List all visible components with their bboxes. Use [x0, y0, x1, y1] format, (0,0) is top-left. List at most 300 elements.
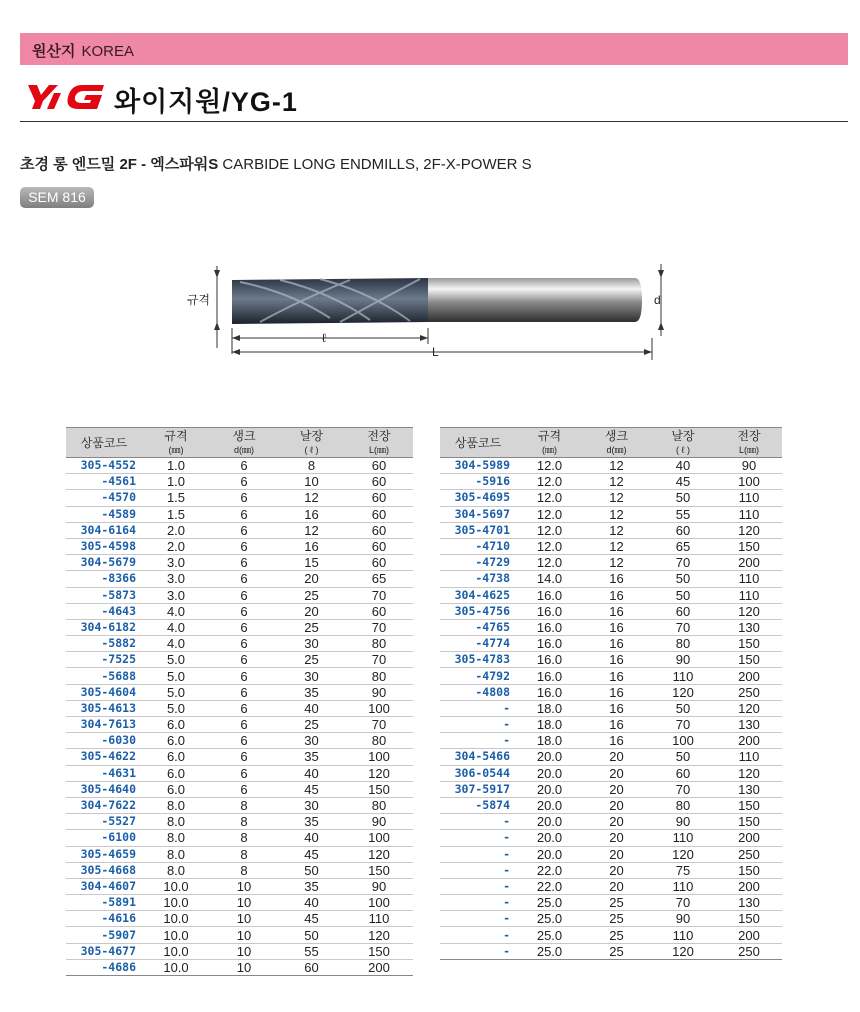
cell-size: 5.0: [142, 684, 210, 700]
header-size: 규격 (㎜): [516, 428, 583, 458]
brand-header: [20, 72, 848, 122]
cell-size: 3.0: [142, 587, 210, 603]
table-row: [440, 522, 782, 538]
cell-flute-length: 50: [650, 571, 716, 587]
cell-size: 8.0: [142, 862, 210, 878]
cell-total-length: 150: [716, 538, 782, 554]
cell-shank: 6: [210, 668, 278, 684]
table-row: [440, 862, 782, 878]
cell-size: 10.0: [142, 943, 210, 959]
cell-shank: 6: [210, 490, 278, 506]
cell-flute-length: 35: [278, 684, 345, 700]
cell-shank: 8: [210, 797, 278, 813]
header-code: 상품코드: [440, 428, 516, 458]
cell-flute-length: 90: [650, 911, 716, 927]
cell-shank: 10: [210, 943, 278, 959]
cell-total-length: 90: [345, 684, 413, 700]
cell-product-code: 304-4607: [66, 878, 142, 894]
cell-shank: 20: [583, 781, 650, 797]
cell-product-code: 305-4756: [440, 603, 516, 619]
cell-shank: 6: [210, 781, 278, 797]
cell-shank: 16: [583, 717, 650, 733]
product-title-en: CARBIDE LONG ENDMILLS, 2F-X-POWER S: [222, 156, 532, 173]
cell-shank: 6: [210, 749, 278, 765]
table-row: [66, 538, 413, 554]
cell-flute-length: 25: [278, 717, 345, 733]
cell-shank: 12: [583, 506, 650, 522]
table-row: [66, 878, 413, 894]
cell-total-length: 80: [345, 668, 413, 684]
cell-product-code: 305-4659: [66, 846, 142, 862]
logo-text: YG: [64, 103, 66, 104]
cell-flute-length: 120: [650, 846, 716, 862]
cell-product-code: -5873: [66, 587, 142, 603]
cell-flute-length: 75: [650, 862, 716, 878]
cell-product-code: -: [440, 733, 516, 749]
cell-flute-length: 40: [278, 700, 345, 716]
cell-shank: 20: [583, 862, 650, 878]
cell-size: 16.0: [516, 619, 583, 635]
cell-shank: 10: [210, 895, 278, 911]
label-flute-length: ℓ: [322, 331, 326, 345]
cell-flute-length: 12: [278, 522, 345, 538]
table-row: [66, 943, 413, 959]
cell-size: 20.0: [516, 830, 583, 846]
cell-shank: 16: [583, 652, 650, 668]
table-row: [66, 765, 413, 781]
cell-size: 1.0: [142, 474, 210, 490]
cell-shank: 12: [583, 555, 650, 571]
origin-label: 원산지: [32, 43, 76, 60]
cell-product-code: 304-6164: [66, 522, 142, 538]
cell-shank: 10: [210, 927, 278, 943]
cell-product-code: -8366: [66, 571, 142, 587]
table-row: [440, 781, 782, 797]
cell-total-length: 110: [716, 490, 782, 506]
cell-size: 12.0: [516, 490, 583, 506]
cell-flute-length: 25: [278, 587, 345, 603]
cell-total-length: 120: [345, 846, 413, 862]
cell-total-length: 130: [716, 895, 782, 911]
table-row: [66, 911, 413, 927]
cell-size: 25.0: [516, 895, 583, 911]
cell-total-length: 60: [345, 555, 413, 571]
cell-shank: 12: [583, 458, 650, 474]
cell-flute-length: 40: [278, 895, 345, 911]
table-row: [440, 878, 782, 894]
table-row: [66, 522, 413, 538]
cell-product-code: 304-5989: [440, 458, 516, 474]
cell-shank: 6: [210, 458, 278, 474]
cell-flute-length: 40: [650, 458, 716, 474]
cell-size: 4.0: [142, 636, 210, 652]
cell-flute-length: 60: [650, 603, 716, 619]
cell-product-code: -7525: [66, 652, 142, 668]
cell-total-length: 120: [345, 765, 413, 781]
header-flute: 날장 ( ℓ ): [278, 428, 345, 458]
cell-shank: 6: [210, 474, 278, 490]
table-row: [66, 749, 413, 765]
cell-shank: 6: [210, 636, 278, 652]
cell-shank: 6: [210, 717, 278, 733]
cell-size: 16.0: [516, 587, 583, 603]
cell-product-code: -5874: [440, 797, 516, 813]
cell-shank: 8: [210, 862, 278, 878]
cell-total-length: 110: [716, 749, 782, 765]
cell-total-length: 70: [345, 619, 413, 635]
cell-total-length: 200: [716, 927, 782, 943]
cell-total-length: 100: [345, 895, 413, 911]
cell-flute-length: 50: [278, 862, 345, 878]
table-row: [66, 668, 413, 684]
cell-total-length: 110: [716, 587, 782, 603]
cell-product-code: 304-7613: [66, 717, 142, 733]
header-size: 규격 (㎜): [142, 428, 210, 458]
cell-flute-length: 15: [278, 555, 345, 571]
cell-shank: 6: [210, 765, 278, 781]
table-row: [440, 652, 782, 668]
cell-size: 16.0: [516, 652, 583, 668]
cell-product-code: -4765: [440, 619, 516, 635]
table-row: [440, 474, 782, 490]
cell-total-length: 90: [716, 458, 782, 474]
cell-shank: 16: [583, 668, 650, 684]
table-row: [440, 636, 782, 652]
table-row: [66, 700, 413, 716]
cell-total-length: 200: [716, 830, 782, 846]
cell-shank: 16: [583, 700, 650, 716]
cell-shank: 6: [210, 571, 278, 587]
cell-shank: 16: [583, 571, 650, 587]
cell-size: 14.0: [516, 571, 583, 587]
cell-shank: 20: [583, 830, 650, 846]
cell-total-length: 120: [345, 927, 413, 943]
cell-flute-length: 30: [278, 733, 345, 749]
table-header-row: [440, 428, 782, 458]
table-row: [66, 555, 413, 571]
table-row: [66, 717, 413, 733]
cell-flute-length: 110: [650, 878, 716, 894]
cell-product-code: 305-4783: [440, 652, 516, 668]
table-row: [66, 797, 413, 813]
origin-country: KOREA: [81, 43, 134, 60]
table-row: [440, 717, 782, 733]
cell-flute-length: 50: [650, 749, 716, 765]
cell-total-length: 70: [345, 587, 413, 603]
cell-shank: 6: [210, 700, 278, 716]
endmill-diagram: [180, 248, 680, 378]
cell-size: 16.0: [516, 636, 583, 652]
cell-shank: 16: [583, 733, 650, 749]
cell-flute-length: 70: [650, 555, 716, 571]
yg1-logo: [24, 81, 106, 111]
cell-size: 22.0: [516, 878, 583, 894]
cell-flute-length: 30: [278, 636, 345, 652]
table-row: [440, 814, 782, 830]
cell-total-length: 110: [716, 571, 782, 587]
header-flute: 날장 ( ℓ ): [650, 428, 716, 458]
cell-total-length: 100: [345, 700, 413, 716]
cell-shank: 6: [210, 587, 278, 603]
cell-flute-length: 90: [650, 814, 716, 830]
cell-flute-length: 80: [650, 636, 716, 652]
cell-total-length: 60: [345, 538, 413, 554]
table-row: [66, 587, 413, 603]
cell-shank: 12: [583, 522, 650, 538]
table-row: [66, 619, 413, 635]
cell-shank: 6: [210, 603, 278, 619]
cell-total-length: 250: [716, 684, 782, 700]
cell-total-length: 90: [345, 878, 413, 894]
cell-size: 6.0: [142, 749, 210, 765]
cell-size: 8.0: [142, 846, 210, 862]
table-row: [66, 781, 413, 797]
cell-size: 10.0: [142, 927, 210, 943]
cell-total-length: 60: [345, 474, 413, 490]
cell-flute-length: 50: [650, 700, 716, 716]
table-row: [66, 652, 413, 668]
cell-size: 12.0: [516, 474, 583, 490]
cell-shank: 8: [210, 814, 278, 830]
cell-total-length: 80: [345, 733, 413, 749]
cell-total-length: 150: [716, 797, 782, 813]
cell-shank: 10: [210, 959, 278, 975]
cell-product-code: -4616: [66, 911, 142, 927]
cell-size: 12.0: [516, 555, 583, 571]
table-row: [440, 733, 782, 749]
cell-product-code: -4631: [66, 765, 142, 781]
cell-flute-length: 60: [650, 522, 716, 538]
cell-flute-length: 20: [278, 571, 345, 587]
cell-size: 4.0: [142, 619, 210, 635]
cell-flute-length: 65: [650, 538, 716, 554]
cell-flute-length: 45: [278, 911, 345, 927]
cell-size: 6.0: [142, 781, 210, 797]
cell-product-code: -4808: [440, 684, 516, 700]
cell-size: 10.0: [142, 895, 210, 911]
cell-product-code: -5907: [66, 927, 142, 943]
cell-shank: 12: [583, 538, 650, 554]
cell-shank: 8: [210, 830, 278, 846]
cell-total-length: 200: [716, 555, 782, 571]
cell-size: 18.0: [516, 717, 583, 733]
cell-product-code: -5882: [66, 636, 142, 652]
cell-product-code: -4774: [440, 636, 516, 652]
cell-size: 12.0: [516, 522, 583, 538]
cell-product-code: 305-4668: [66, 862, 142, 878]
cell-size: 4.0: [142, 603, 210, 619]
table-row: [440, 765, 782, 781]
cell-flute-length: 35: [278, 749, 345, 765]
cell-total-length: 150: [716, 862, 782, 878]
cell-product-code: 305-4701: [440, 522, 516, 538]
table-row: [440, 538, 782, 554]
cell-product-code: 305-4604: [66, 684, 142, 700]
cell-product-code: 305-4552: [66, 458, 142, 474]
cell-size: 10.0: [142, 878, 210, 894]
cell-flute-length: 55: [650, 506, 716, 522]
cell-flute-length: 8: [278, 458, 345, 474]
cell-shank: 6: [210, 733, 278, 749]
cell-total-length: 110: [716, 506, 782, 522]
cell-flute-length: 110: [650, 830, 716, 846]
cell-flute-length: 35: [278, 814, 345, 830]
cell-size: 25.0: [516, 943, 583, 959]
cell-product-code: -5527: [66, 814, 142, 830]
cell-product-code: 305-4622: [66, 749, 142, 765]
table-row: [66, 636, 413, 652]
cell-size: 20.0: [516, 765, 583, 781]
cell-shank: 12: [583, 474, 650, 490]
cell-product-code: 304-4625: [440, 587, 516, 603]
cell-size: 20.0: [516, 846, 583, 862]
table-row: [440, 603, 782, 619]
cell-flute-length: 110: [650, 668, 716, 684]
table-row: [66, 846, 413, 862]
cell-total-length: 100: [716, 474, 782, 490]
series-badge: SEM 816: [20, 187, 94, 208]
table-row: [440, 927, 782, 943]
cell-product-code: 305-4640: [66, 781, 142, 797]
cell-size: 5.0: [142, 652, 210, 668]
cell-flute-length: 70: [650, 619, 716, 635]
cell-product-code: -: [440, 943, 516, 959]
cell-shank: 25: [583, 911, 650, 927]
cell-shank: 25: [583, 927, 650, 943]
cell-shank: 6: [210, 506, 278, 522]
table-row: [440, 458, 782, 474]
cell-total-length: 65: [345, 571, 413, 587]
cell-shank: 20: [583, 749, 650, 765]
cell-shank: 6: [210, 619, 278, 635]
cell-shank: 20: [583, 797, 650, 813]
cell-total-length: 60: [345, 490, 413, 506]
cell-size: 8.0: [142, 830, 210, 846]
cell-size: 8.0: [142, 814, 210, 830]
cell-flute-length: 60: [278, 959, 345, 975]
cell-shank: 16: [583, 587, 650, 603]
cell-size: 12.0: [516, 506, 583, 522]
table-row: [66, 895, 413, 911]
table-row: [440, 846, 782, 862]
cell-total-length: 150: [716, 814, 782, 830]
table-row: [440, 668, 782, 684]
cell-flute-length: 40: [278, 830, 345, 846]
cell-size: 25.0: [516, 927, 583, 943]
cell-total-length: 150: [345, 943, 413, 959]
cell-size: 20.0: [516, 749, 583, 765]
cell-flute-length: 50: [650, 490, 716, 506]
cell-total-length: 80: [345, 797, 413, 813]
cell-total-length: 250: [716, 846, 782, 862]
table-row: [66, 603, 413, 619]
cell-size: 16.0: [516, 668, 583, 684]
cell-total-length: 90: [345, 814, 413, 830]
cell-product-code: -: [440, 846, 516, 862]
cell-size: 3.0: [142, 555, 210, 571]
cell-size: 22.0: [516, 862, 583, 878]
product-title: [20, 153, 532, 174]
cell-flute-length: 45: [278, 846, 345, 862]
cell-flute-length: 70: [650, 717, 716, 733]
cell-product-code: -: [440, 700, 516, 716]
table-row: [66, 490, 413, 506]
table-row: [440, 895, 782, 911]
cell-shank: 6: [210, 652, 278, 668]
cell-flute-length: 25: [278, 652, 345, 668]
cell-total-length: 70: [345, 652, 413, 668]
cell-shank: 20: [583, 878, 650, 894]
header-total: 전장 L(㎜): [345, 428, 413, 458]
label-shank-d: d: [654, 293, 661, 307]
cell-flute-length: 55: [278, 943, 345, 959]
cell-size: 18.0: [516, 700, 583, 716]
cell-total-length: 200: [345, 959, 413, 975]
cell-product-code: -4738: [440, 571, 516, 587]
cell-total-length: 60: [345, 603, 413, 619]
cell-product-code: 305-4677: [66, 943, 142, 959]
table-row: [66, 733, 413, 749]
cell-product-code: -4561: [66, 474, 142, 490]
cell-flute-length: 30: [278, 668, 345, 684]
cell-size: 12.0: [516, 538, 583, 554]
cell-total-length: 130: [716, 619, 782, 635]
cell-flute-length: 70: [650, 895, 716, 911]
table-row: [440, 587, 782, 603]
origin-text: [32, 40, 134, 61]
cell-product-code: -5688: [66, 668, 142, 684]
cell-product-code: -4570: [66, 490, 142, 506]
cell-size: 2.0: [142, 538, 210, 554]
cell-flute-length: 50: [278, 927, 345, 943]
cell-size: 25.0: [516, 911, 583, 927]
header-shank: 생크 d(㎜): [583, 428, 650, 458]
cell-shank: 6: [210, 684, 278, 700]
cell-shank: 20: [583, 846, 650, 862]
spec-table-left: [66, 427, 413, 976]
table-row: [66, 571, 413, 587]
cell-flute-length: 10: [278, 474, 345, 490]
cell-size: 1.5: [142, 490, 210, 506]
cell-flute-length: 80: [650, 797, 716, 813]
table-row: [440, 490, 782, 506]
cell-total-length: 100: [345, 830, 413, 846]
cell-product-code: -4792: [440, 668, 516, 684]
table-row: [440, 911, 782, 927]
cell-shank: 6: [210, 522, 278, 538]
cell-flute-length: 60: [650, 765, 716, 781]
cell-product-code: -: [440, 911, 516, 927]
cell-flute-length: 70: [650, 781, 716, 797]
cell-shank: 20: [583, 814, 650, 830]
cell-shank: 25: [583, 943, 650, 959]
cell-size: 5.0: [142, 700, 210, 716]
cell-product-code: 304-5466: [440, 749, 516, 765]
cell-product-code: -: [440, 830, 516, 846]
cell-size: 20.0: [516, 781, 583, 797]
cell-product-code: 306-0544: [440, 765, 516, 781]
cell-total-length: 200: [716, 733, 782, 749]
cell-product-code: -6100: [66, 830, 142, 846]
cell-shank: 20: [583, 765, 650, 781]
cell-total-length: 150: [716, 636, 782, 652]
cell-size: 6.0: [142, 765, 210, 781]
cell-flute-length: 120: [650, 943, 716, 959]
cell-product-code: -: [440, 862, 516, 878]
cell-product-code: -5916: [440, 474, 516, 490]
cell-size: 3.0: [142, 571, 210, 587]
table-row: [66, 684, 413, 700]
